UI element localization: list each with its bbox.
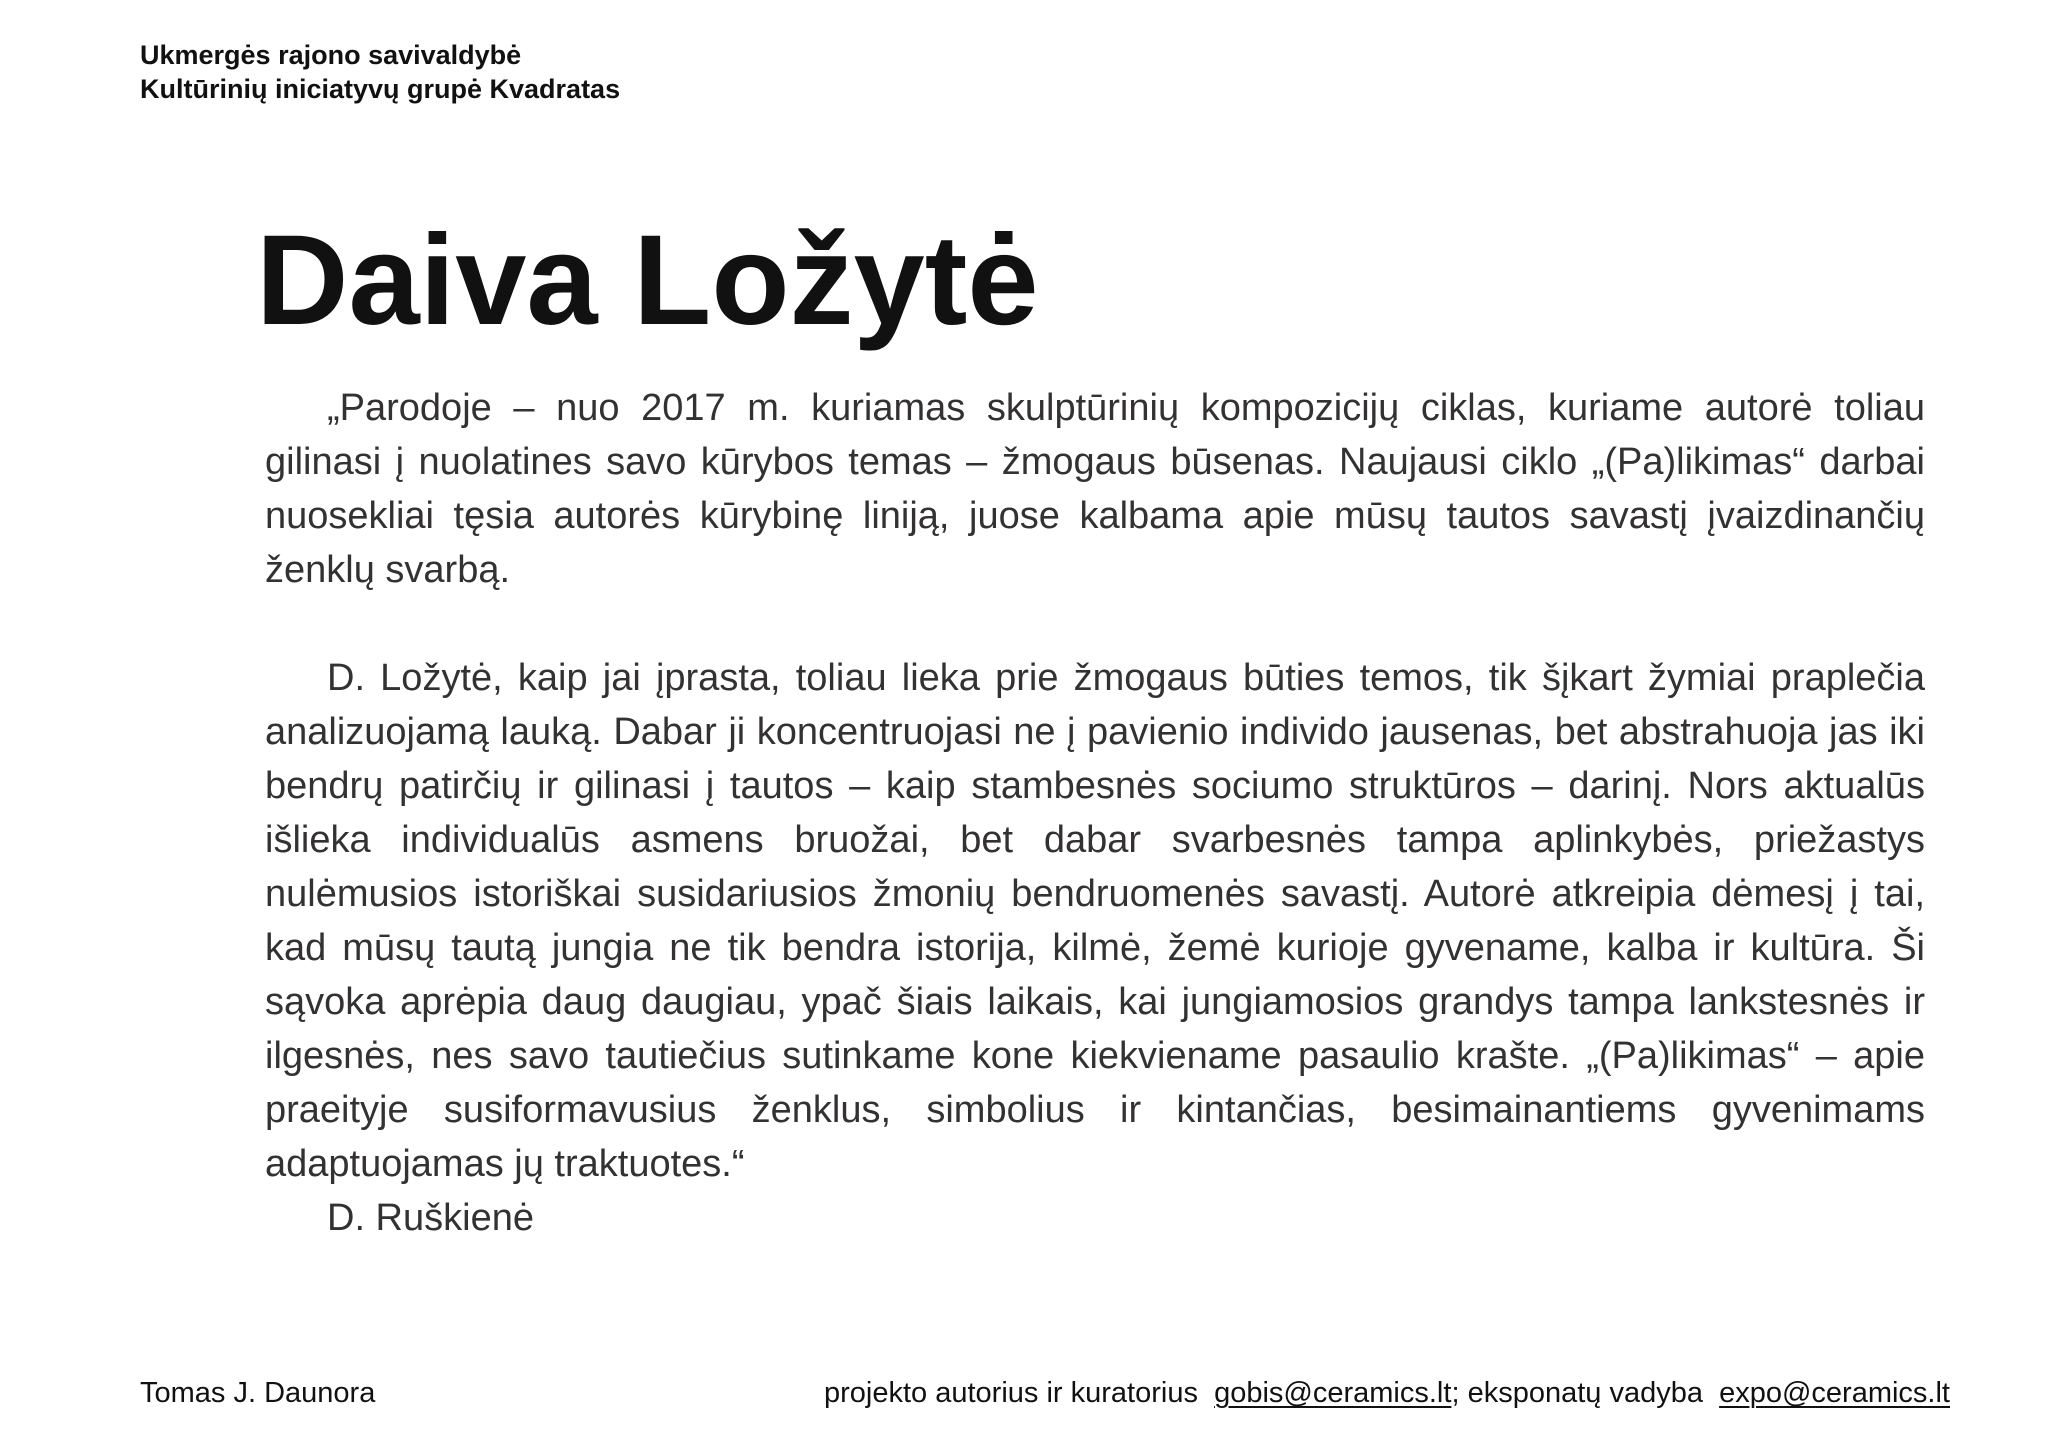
page-header — [140, 38, 620, 106]
curator-label: projekto autorius ir kuratorius — [824, 1377, 1198, 1409]
organization-name: Ukmergės rajono savivaldybė — [140, 40, 522, 70]
footer-author: Tomas J. Daunora — [140, 1377, 376, 1409]
separator: ; — [1451, 1377, 1460, 1409]
exhibits-email-link[interactable]: expo@ceramics.lt — [1719, 1377, 1950, 1409]
footer-contacts — [824, 1375, 1950, 1411]
curator-email-link[interactable]: gobis@ceramics.lt — [1214, 1377, 1452, 1409]
article-body — [265, 381, 1925, 1245]
group-name: Kultūrinių iniciatyvų grupė Kvadratas — [140, 74, 621, 104]
paragraph-1: „Parodoje – nuo 2017 m. kuriamas skulptūrinių kompozicijų ciklas, kuriame autorė toliau gilinasi į nuolatines savo kūrybos temas – žmogaus būsenas. Naujausi ciklo „(Pa)likimas“ darbai nuosekliai tęsia autorės kūrybinę liniją, juose kalbama apie mūsų tautos savastį įvaizdinančių ženklų svarbą. — [265, 387, 1925, 591]
paragraph-2: D. Ložytė, kaip jai įprasta, toliau lieka prie žmogaus būties temos, tik šįkart žymiai praplečia analizuojamą lauką. Dabar ji koncentruojasi ne į pavienio individo jausenas, bet abstrahuoja jas iki bendrų patirčių ir gilinasi į tautos – kaip stambesnės sociumo struktūros – darinį. Nors aktualūs išlieka individualūs asmens bruožai, bet dabar svarbesnės tampa aplinkybės, priežastys nulėmusios istoriškai susidariusios žmonių bendruomenės savastį. Autorė atkreipia dėmesį į tai, kad mūsų tautą jungia ne tik bendra istorija, kilmė, žemė kurioje gyvename, kalba ir kultūra. Ši sąvoka aprėpia daug daugiau, ypač šiais laikais, kai jungiamosios grandys tampa lankstesnės ir ilgesnės, nes savo tautiečius sutinkame kone kiekviename pasaulio krašte. „(Pa)likimas“ – apie praeityje susiformavusius ženklus, simbolius ir kintančias, besimainantiems gyvenimams adaptuojamas jų traktuotes.“ — [265, 657, 1925, 1185]
exhibits-label: eksponatų vadyba — [1467, 1377, 1703, 1409]
page-title: Daiva Ložytė — [256, 209, 1039, 352]
signature: D. Ruškienė — [327, 1197, 534, 1239]
